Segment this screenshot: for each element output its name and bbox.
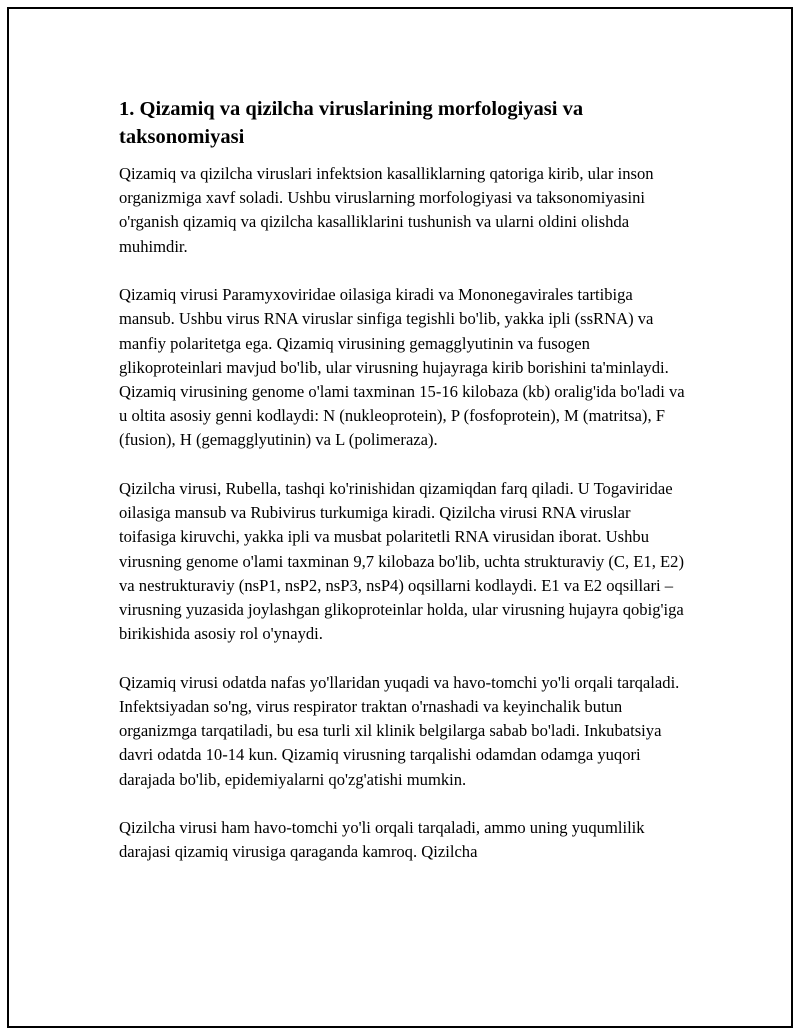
paragraph-measles-virus: Qizamiq virusi Paramyxoviridae oilasiga kiradi va Mononegavirales tartibiga mansub. Ushbu virus RNA viruslar sinfiga tegishli bo'lib, yakka ipli (ssRNA) va manfiy polaritetga ega. Qizamiq virusining gemagglyutinin va fusogen glikoproteinlari mavjud bo'lib, ular virusning hujayraga kirib borishini ta'minlaydi. Qizamiq virusining genome o'lami taxminan 15-16 kilobaza (kb) oralig'ida bo'ladi va u oltita asosiy genni kodlaydi: N (nukleoprotein), P (fosfoprotein), M (matritsa), F (fusion), H (gemagglyutinin) va L (polimeraza).: [119, 285, 685, 450]
section-heading: 1. Qizamiq va qizilcha viruslarining morfologiyasi va taksonomiyasi: [119, 98, 584, 148]
page-frame: [7, 7, 793, 1028]
paragraph-measles-transmission: Qizamiq virusi odatda nafas yo'llaridan yuqadi va havo-tomchi yo'li orqali tarqaladi. Infektsiyadan so'ng, virus respirator traktan o'rnashadi va keyinchalik butun organizmga tarqatiladi, bu esa turli xil klinik belgilarga sabab bo'ladi. Inkubatsiya davri odatda 10-14 kun. Qizamiq virusning tarqalishi odamdan odamga yuqori darajada bo'lib, epidemiyalarni qo'zg'atishi mumkin.: [119, 672, 680, 789]
paragraph-intro: Qizamiq va qizilcha viruslari infektsion kasalliklarning qatoriga kirib, ular inson organizmiga xavf soladi. Ushbu viruslarning morfologiyasi va taksonomiyasini o'rganish qizamiq va qizilcha kasalliklarini tushunish va ularni oldini olishda muhimdir.: [119, 164, 654, 256]
paragraph-rubella-virus: Qizilcha virusi, Rubella, tashqi ko'rinishidan qizamiqdan farq qiladi. U Togaviridae oilasiga mansub va Rubivirus turkumiga kiradi. Qizilcha virusi RNA viruslar toifasiga kiruvchi, yakka ipli va musbat polaritetli RNA virusidan iborat. Ushbu virusning genome o'lami taxminan 9,7 kilobaza bo'lib, uchta strukturaviy (C, E1, E2) va nestrukturaviy (nsP1, nsP2, nsP3, nsP4) oqsillarni kodlaydi. E1 va E2 oqsillari – virusning yuzasida joylashgan glikoproteinlar holda, ular virusning hujayra qobig'iga birikishida asosiy rol o'ynaydi.: [119, 479, 684, 644]
document-body: [119, 95, 691, 889]
paragraph-rubella-transmission: Qizilcha virusi ham havo-tomchi yo'li orqali tarqaladi, ammo uning yuqumlilik darajasi qizamiq virusiga qaraganda kamroq. Qizilcha: [119, 818, 645, 862]
